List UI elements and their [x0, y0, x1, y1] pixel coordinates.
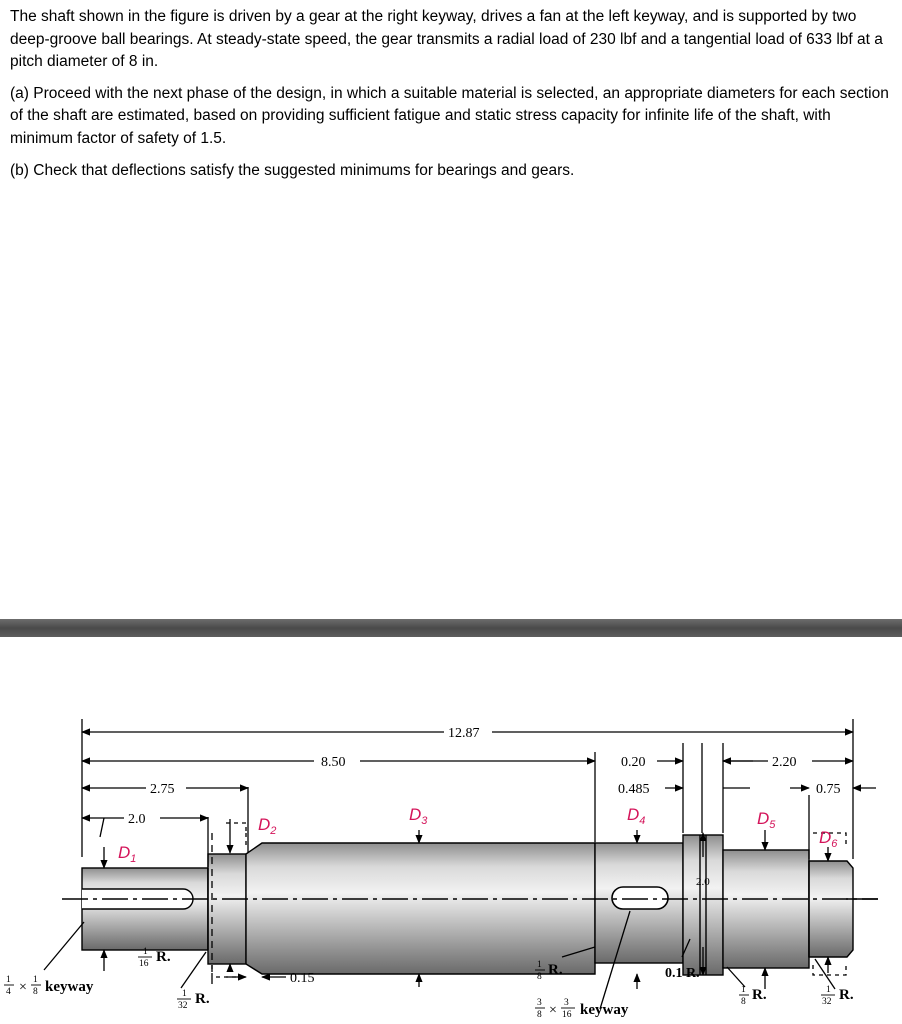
problem-intro: The shaft shown in the figure is driven by a gear at the right keyway, drives a fan at the left keyway, and is supported by two deep-groove ball bearings. At steady-state speed, the gear transmits a radial load of 230 lbf and a tangential load of 633 lbf at a pitch diameter of 8 in.: [10, 8, 883, 71]
diameter-d6-label: [819, 828, 838, 850]
right-keyway-note: [535, 998, 629, 1020]
left-keyway-note: [4, 975, 94, 997]
frac-num: 1: [826, 985, 831, 995]
frac-den: 8: [537, 972, 542, 982]
frac-den: 8: [537, 1010, 542, 1020]
dim-0-75: 0.75: [816, 782, 841, 797]
dim-2-0: 2.0: [128, 812, 146, 827]
svg-text:D3: [409, 805, 428, 827]
dim-0-15: 0.15: [290, 971, 315, 986]
d4-letter: D: [627, 805, 640, 824]
shaft-figure: [0, 637, 902, 1024]
fillet-1-32-right-note: [821, 985, 854, 1007]
d6-sub: 6: [831, 838, 838, 850]
d3-letter: D: [409, 805, 422, 824]
diameter-d3-label: [409, 805, 428, 827]
dim-collar-2-0: 2.0: [696, 876, 710, 888]
frac-num: 1: [741, 985, 746, 995]
shaft-section-d2: [208, 854, 246, 964]
frac-num: 1: [537, 960, 542, 970]
dim-2-20: 2.20: [772, 755, 797, 770]
shaft-section-d6: [809, 861, 853, 957]
frac-num: 1: [6, 975, 11, 985]
dim-2-75: 2.75: [150, 782, 175, 797]
frac-den: 32: [178, 1001, 188, 1011]
shaft-drawing: [0, 637, 902, 1024]
frac-num: 3: [537, 998, 542, 1008]
d5-sub: 5: [769, 819, 776, 831]
d6-letter: D: [819, 828, 832, 847]
dim-8-50: 8.50: [321, 755, 346, 770]
frac-den: 8: [33, 987, 38, 997]
shaft-section-d5: [723, 850, 809, 968]
frac-den: 8: [741, 997, 746, 1007]
radius-suffix: R.: [156, 949, 171, 965]
times-sign: ×: [549, 1003, 557, 1018]
keyway-text: keyway: [580, 1002, 629, 1018]
frac-num: 1: [182, 989, 187, 999]
frac-num: 3: [564, 998, 569, 1008]
radius-suffix: R.: [548, 962, 563, 978]
d4-sub: 4: [639, 815, 646, 827]
svg-text:D4: [627, 805, 645, 827]
dim-0-20: 0.20: [621, 755, 646, 770]
frac-den: 4: [6, 987, 11, 997]
problem-part-b: (b) Check that deflections satisfy the suggested minimums for bearings and gears.: [10, 161, 575, 179]
radius-suffix: R.: [195, 991, 210, 1007]
shaft-section-d3: [246, 843, 595, 974]
right-keyway: [612, 887, 668, 909]
frac-num: 1: [33, 975, 38, 985]
dim-overall: 12.87: [448, 726, 480, 741]
fillet-1-32-left-note: [177, 989, 210, 1011]
times-sign: ×: [19, 980, 27, 995]
diameter-d1-label: [118, 843, 136, 865]
d3-sub: 3: [421, 815, 428, 827]
problem-part-a: (a) Proceed with the next phase of the design, in which a suitable material is selected, an appropriate diameters for each section of the shaft are estimated, based on providing sufficient fatigue and static stress capacity for infinite life of the shaft, with minimum factor of safety of 1.5.: [10, 84, 889, 147]
d1-letter: D: [118, 843, 131, 862]
shaft-body: [82, 835, 853, 975]
frac-den: 16: [139, 959, 149, 969]
radius-suffix: R.: [839, 987, 854, 1003]
frac-num: 1: [143, 947, 148, 957]
figure-divider-bar: [0, 619, 902, 637]
fillet-1-8-right-note: [739, 985, 767, 1007]
dim-0-485: 0.485: [618, 782, 650, 797]
svg-text:D6: [819, 828, 838, 850]
diameter-d4-label: [627, 805, 645, 827]
d2-letter: D: [258, 815, 271, 834]
d2-sub: 2: [270, 825, 277, 837]
frac-den: 32: [822, 997, 832, 1007]
d5-letter: D: [757, 809, 770, 828]
diameter-d2-label: [258, 815, 276, 837]
radius-suffix: R.: [752, 987, 767, 1003]
frac-den: 16: [562, 1010, 572, 1020]
svg-text:D5: [757, 809, 776, 831]
problem-statement: [10, 6, 894, 191]
svg-text:D2: [258, 815, 276, 837]
diameter-d5-label: [757, 809, 776, 831]
fillet-0-1-note: 0.1 R.: [665, 966, 700, 981]
svg-text:D1: [118, 843, 136, 865]
keyway-text: keyway: [45, 979, 94, 995]
d1-sub: 1: [130, 853, 137, 865]
